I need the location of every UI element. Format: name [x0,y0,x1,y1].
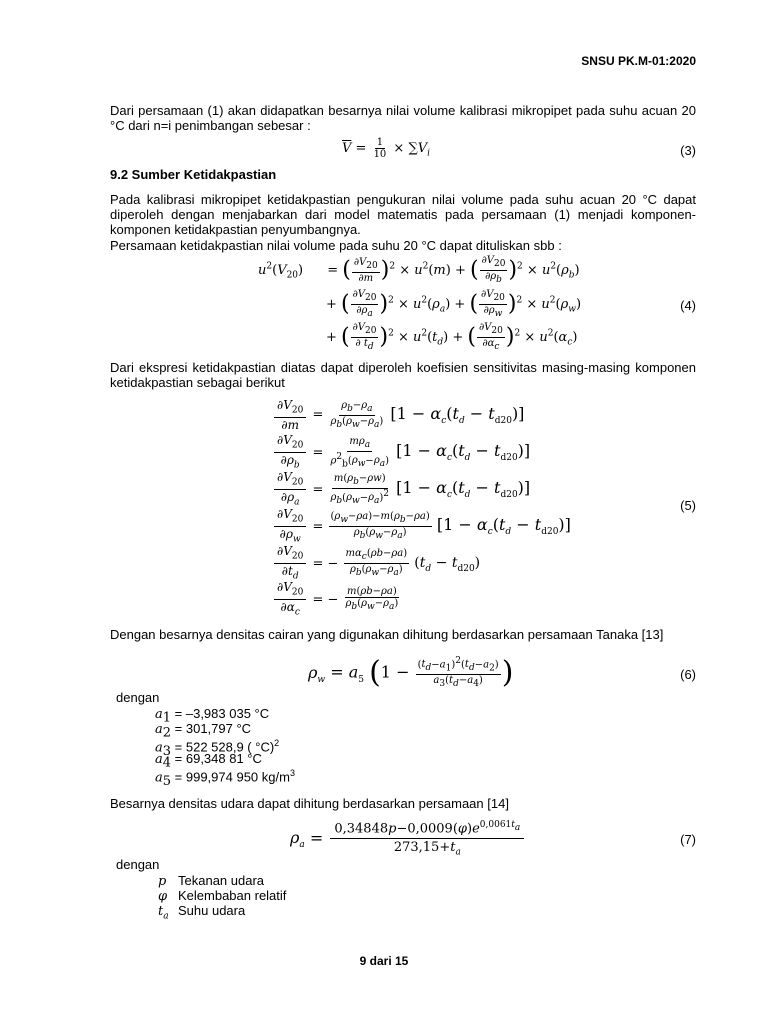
equation-6: $\rho_w = a_5$ (1 − $\frac{(t_d-a_1)^2(t_d-a_2)}{a_3(t_d-a_4)}$ ) [308,655,514,691]
section-paragraph-1: Pada kalibrasi mikropipet ketidakpastian pengukuran nilai volume pada suhu acuan 20 °C dapat diperoleh dengan menjabarkan dari model matematis pada persamaan (1) menjadi komponen-komponen ketidakpastian penyumbangnya. [110,192,696,237]
constant-a1: $a_1 = -3,983$ 035 °C [155,706,270,726]
equation-3-number: (3) [680,143,696,158]
intro-paragraph: Dari persamaan (1) akan didapatkan besarnya nilai volume kalibrasi mikropipet pada suhu acuan 20 °C dari n=i penimbangan sebesar : [110,103,696,133]
constants-list [155,706,295,789]
water-density-paragraph: Dengan besarnya densitas cairan yang digunakan dihitung berdasarkan persamaan Tanaka [13] [110,627,664,642]
section-heading: 9.2 Sumber Ketidakpastian [110,167,277,182]
equation-4-line-1: $u^2(V_{20})$ = ( $\frac{\partial V_{20}}{\partial m}$ )$^2 \times u^2(m)$ + ( $\frac{\partial V_{20}}{\partial\rho_b}$ )$^2 \times u^2(\rho_b)$ [258,255,580,285]
variables-list [158,873,287,922]
variable-pressure: p Tekanan udara [158,873,265,889]
air-density-paragraph: Besarnya densitas udara dapat dihitung berdasarkan persamaan [14] [110,796,509,811]
document-code: SNSU PK.M-01:2020 [581,54,696,68]
page-number: 9 dari 15 [359,954,409,968]
constant-a3: $a_3 = 522$ 528,9 ( °C)$^2$ [155,738,280,759]
constant-a5: $a_5 = 999,974$ 950 $kg/m^3$ [155,768,295,789]
water-density-with-label: dengan [116,690,160,705]
section-paragraph-3: Dari ekspresi ketidakpastian diatas dapat diperoleh koefisien sensitivitas masing-masing komponen ketidakpastian sebagai berikut [110,360,696,390]
equation-5-number: (5) [680,498,696,513]
equation-7: $\rho_a$ = $\frac{0,34848p-0,0009(\varphi)e^{0,0061t_a}}{273,15+t_a}$ [290,816,526,862]
constant-a2: $a_2 = 301,797$ °C [155,721,252,741]
equation-4-number: (4) [680,298,696,313]
equation-3: $\overline{V}$ = $\frac{1}{10}$ × $\sum V_i$ [342,137,431,160]
constant-a4: $a_4 = 69,348$ 81 °C [155,751,262,771]
section-paragraph-2: Persamaan ketidakpastian nilai volume pada suhu 20 °C dapat dituliskan sbb : [110,238,562,253]
variable-air-temperature: $t_a$ Suhu udara [158,903,246,922]
equation-5-line-4: $\frac{\partial V_{20}}{\partial\rho_w}$ = $\frac{(\rho_w-\rho a)-m(\rho_b-\rho a)}{\rho_b(\rho_w-\rho_a)}$ $[1 - \alpha_c(t_d - t_{d20})]$ [272,507,571,547]
equation-5-line-5: $\frac{\partial V_{20}}{\partial t_d}$ = − $\frac{m\alpha_c(\rho b-\rho a)}{\rho_b(\rho_w-\rho_a)}$ $(t_d - t_{d20})$ [272,544,480,584]
equation-5-line-2: $\frac{\partial V_{20}}{\partial\rho_b}$ = $\frac{m\rho_a}{\rho^2_b(\rho_w-\rho_a)}$ $[1 - \alpha_c(t_d - t_{d20})]$ [272,433,530,473]
equation-7-number: (7) [680,832,696,847]
equation-5-line-3: $\frac{\partial V_{20}}{\partial\rho_a}$ = $\frac{m(\rho_b-\rho w)}{\rho_b(\rho_w-\rho_a)^2}$ $[1 - \alpha_c(t_d - t_{d20})]$ [272,470,530,510]
equation-4-line-2: + ( $\frac{\partial V_{20}}{\partial\rho_a}$ )$^2 \times u^2(\rho_a)$ + ( $\frac{\partial V_{20}}{\partial\rho_w}$ )$^2 \times u^2(\rho_w)$ [326,289,582,319]
equation-6-number: (6) [680,667,696,682]
equation-5-line-1: $\frac{\partial V_{20}}{\partial m}$ = $\frac{\rho_b-\rho_a}{\rho_b(\rho_w-\rho_a)}$ $[1 - \alpha_c(t_d - t_{d20})]$ [272,398,524,432]
variable-humidity: φ Kelembaban relatif [158,888,287,904]
air-density-with-label: dengan [116,857,160,872]
equation-4-line-3: + ( $\frac{\partial V_{20}}{\partial t_d}$ )$^2 \times u^2(t_d)$ + ( $\frac{\partial V_{20}}{\partial\alpha_c}$ )$^2 \times u^2(\alpha_c)$ [326,322,578,352]
equation-5-line-6: $\frac{\partial V_{20}}{\partial\alpha_c}$ = − $\frac{m(\rho b-\rho a)}{\rho_b(\rho_w-\rho_a)}$ [272,580,401,620]
